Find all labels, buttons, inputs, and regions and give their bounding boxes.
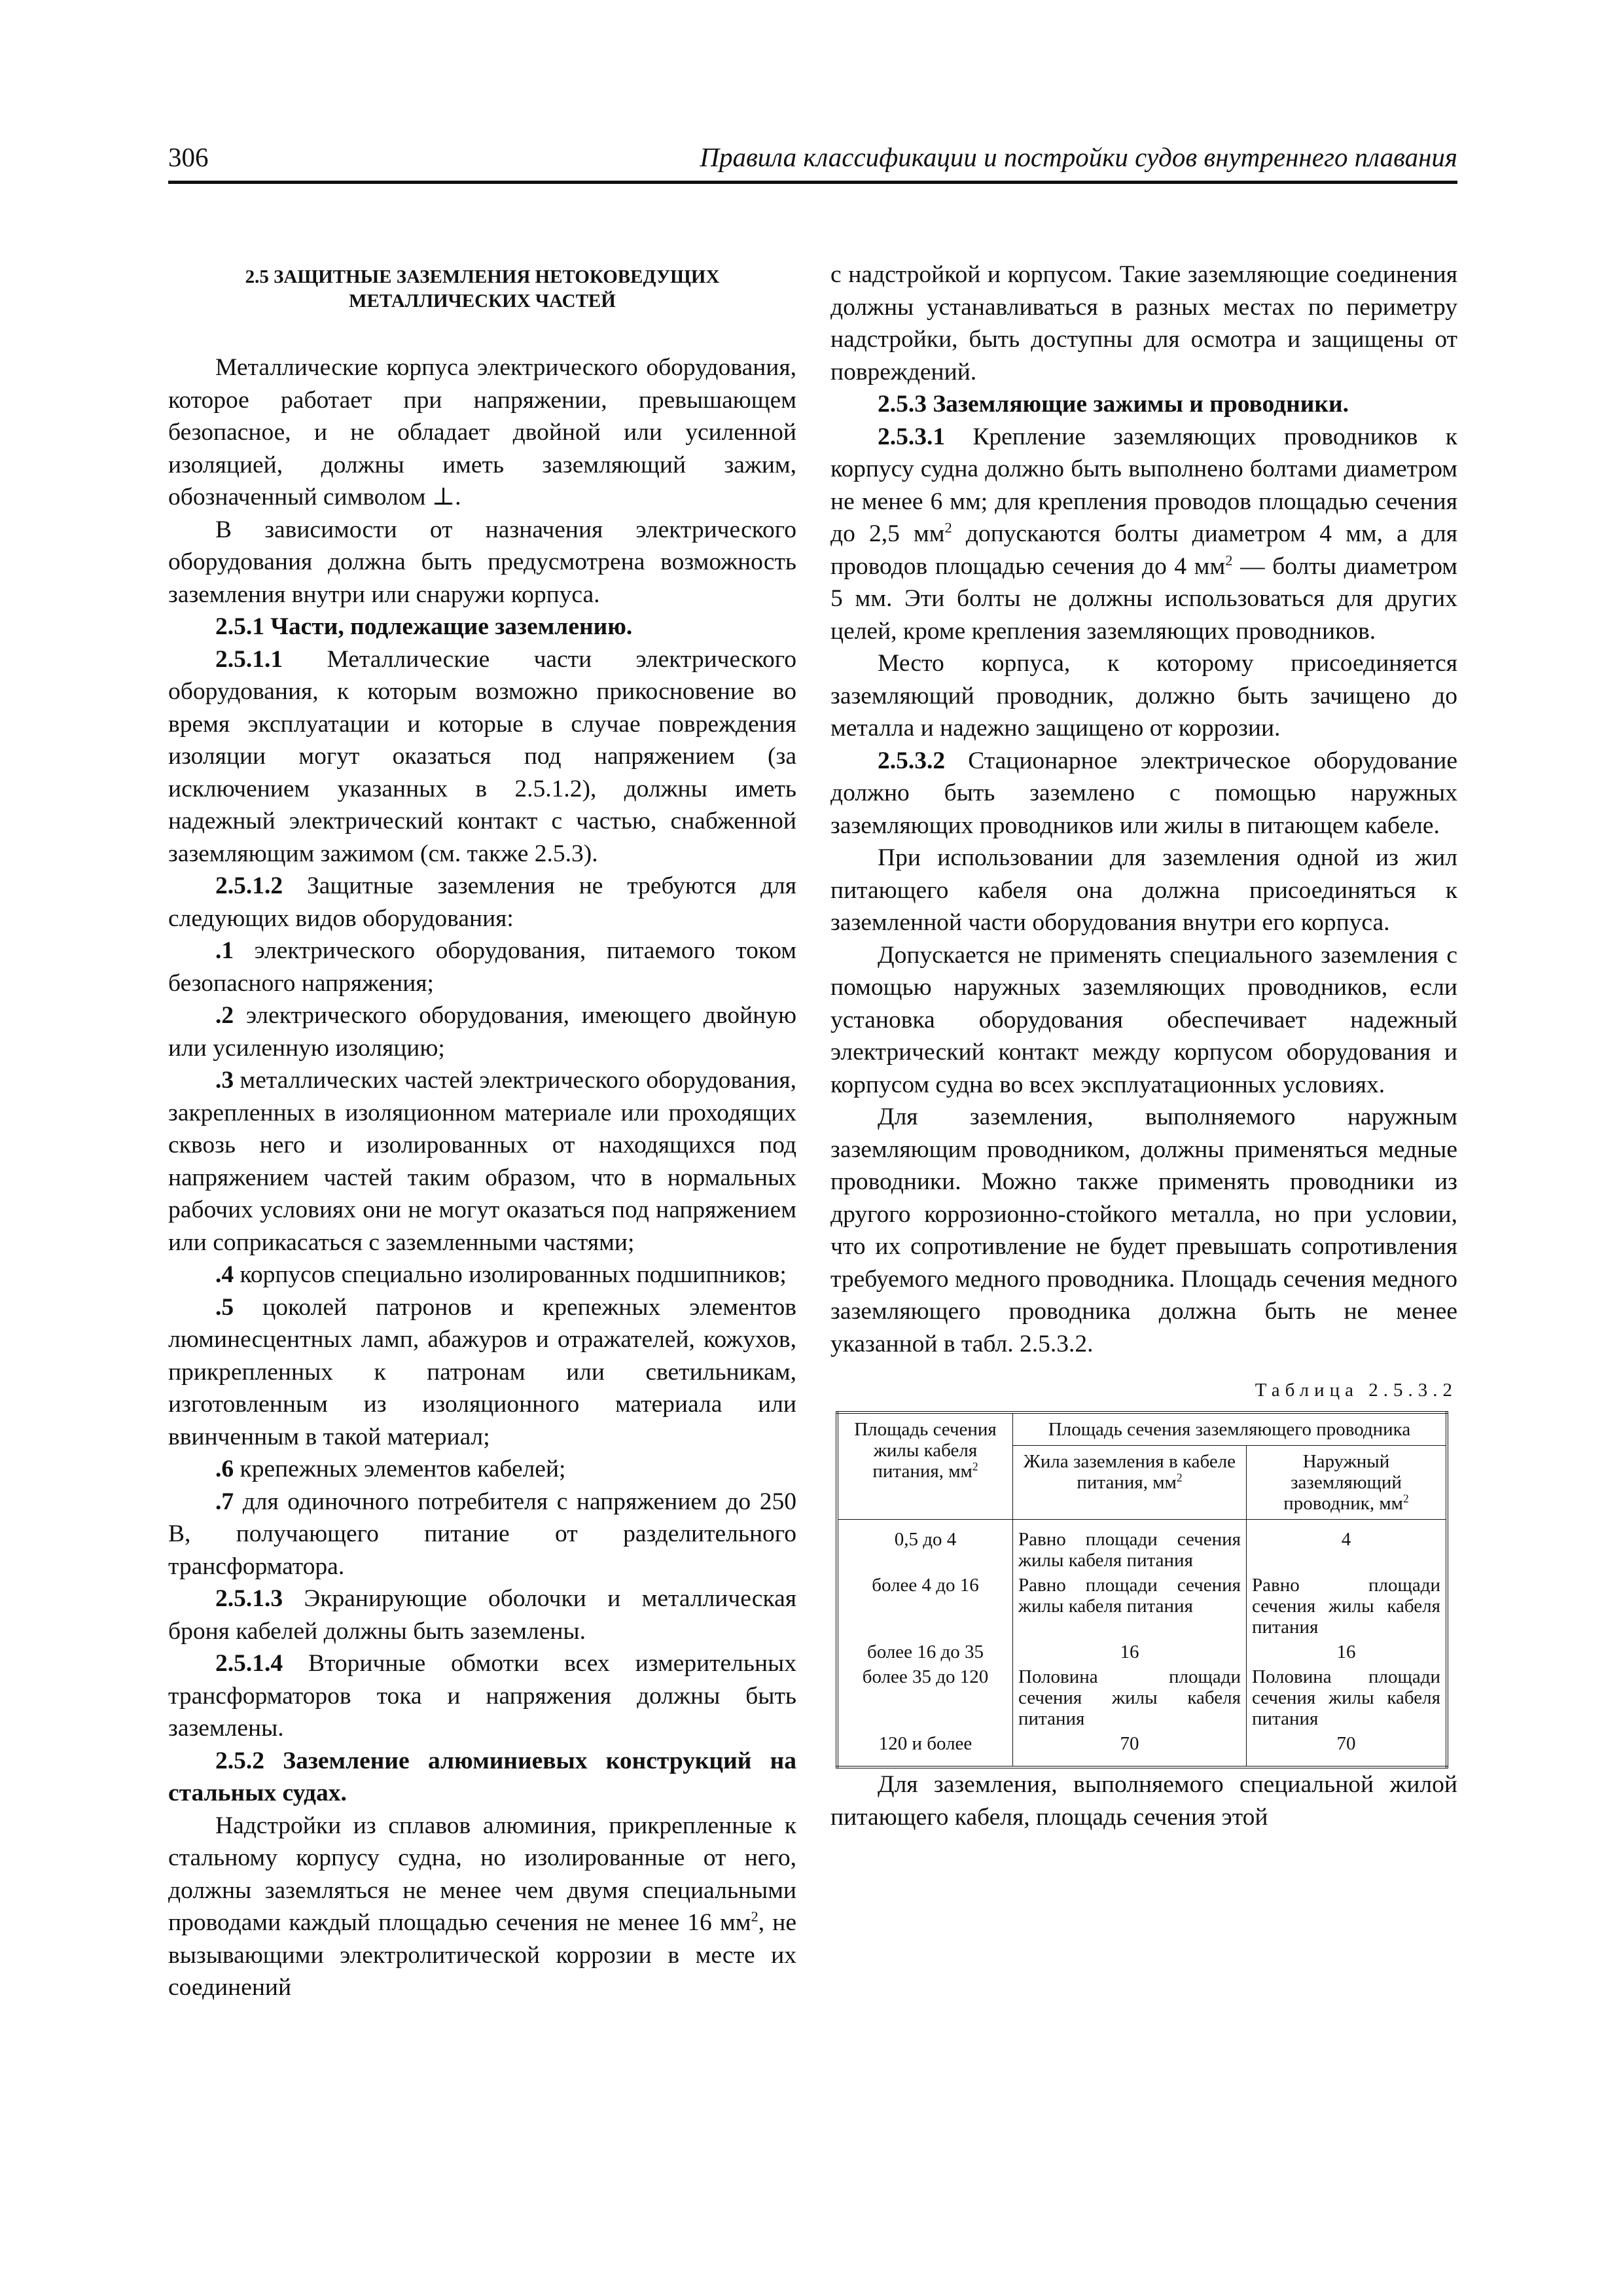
clause-2-5-3-2 xyxy=(830,745,1457,842)
item-number: .2 xyxy=(215,1002,234,1029)
clause-number: 2.5.1.3 xyxy=(215,1585,283,1612)
left-column xyxy=(168,259,796,2004)
paragraph: Надстройки из сплавов алюминия, прикрепленные к стальному корпусу судна, но изолированные от него, должны заземляться не менее чем двумя специальными проводами каждый площадью сечения не менее 16 $мм^2$, не вызывающими электролитической коррозии в месте их соединений xyxy=(168,1812,796,2001)
table-row: 0,5 до 4 Равно площади сечения жилы кабеля питания 4 xyxy=(837,1520,1447,1574)
subsection-heading-2-5-1: 2.5.1 Части, подлежащие заземлению. xyxy=(215,613,633,640)
item-number: .7 xyxy=(215,1488,234,1515)
page-header xyxy=(168,141,1457,184)
clause-text: Вторичные обмотки всех измерительных трансформаторов тока и напряжения должны быть заземлены. xyxy=(168,1650,796,1742)
paragraph: При использовании для заземления одной из жил питающего кабеля она должна присоединяться к заземленной части оборудования внутри его корпуса. xyxy=(830,844,1457,936)
item-number: .1 xyxy=(215,937,234,964)
item-number: .4 xyxy=(215,1261,234,1288)
item-number: .6 xyxy=(215,1456,234,1482)
item-text: электрического оборудования, питаемого током безопасного напряжения; xyxy=(168,937,796,997)
clause-text: Металлические части электрического оборудования, к которым возможно прикосновение во время эксплуатации и которые в случае повреждения изоляции могут оказаться под напряжением (за исключением указанных в 2.5.1.2), должны иметь надежный электрический контакт с частью, снабженной заземляющим зажимом (см. также 2.5.3). xyxy=(168,645,796,867)
item-text: крепежных элементов кабелей; xyxy=(234,1456,566,1482)
list-item xyxy=(168,999,796,1064)
paragraph: В зависимости от назначения электрического оборудования должна быть предусмотрена возможность заземления внутри или снаружи корпуса. xyxy=(168,516,796,608)
table-caption: Таблица 2.5.3.2 xyxy=(1255,1380,1457,1401)
clause-2-5-1-3 xyxy=(168,1583,796,1647)
table-row: 120 и более 70 70 xyxy=(837,1732,1447,1767)
clause-2-5-3-1: 2.5.3.1 Крепление заземляющих проводников к корпусу судна должно быть выполнено болтами диаметром не менее 6 мм; для крепления проводов площадью сечения до 2,5 $мм^2$ допускаются болты диаметром 4 мм, а для проводов площадью сечения до 4 $мм^2$ — болты диаметром 5 мм. Эти болты не должны использоваться для других целей, кроме крепления заземляющих проводников. xyxy=(830,423,1458,645)
list-item xyxy=(168,1486,796,1583)
table-row: более 4 до 16 Равно площади сечения жилы кабеля питания Равно площади сечения жилы кабеля питания xyxy=(837,1573,1447,1640)
section-title: 2.5 ЗАЩИТНЫЕ ЗАЗЕМЛЕНИЯ НЕТОКОВЕДУЩИХ МЕТАЛЛИЧЕСКИХ ЧАСТЕЙ xyxy=(245,266,720,312)
item-number: .3 xyxy=(215,1067,234,1094)
clause-2-5-1-2 xyxy=(168,870,796,935)
clause-2-5-1-1 xyxy=(168,643,796,870)
clause-number: 2.5.1.2 xyxy=(215,872,283,899)
item-text: металлических частей электрического оборудования, закрепленных в изоляционном материале или проходящих сквозь него и изолированных от находящихся под напряжением частей таким образом, что в нормальных рабочих условиях они не могут оказаться под напряжением или соприкасаться с заземленными частями; xyxy=(168,1067,796,1256)
list-item xyxy=(168,1453,796,1486)
table-header-cell: Наружный заземляющий проводник, $мм^2$ xyxy=(1247,1446,1448,1520)
paragraph: Для заземления, выполняемого наружным заземляющим проводником, должны применяться медные проводники. Можно также применять проводники из другого коррозионно-стойкого металла, но при условии, что их сопротивление не будет превышать сопротивления требуемого медного проводника. Площадь сечения медного заземляющего проводника должна быть не менее указанной в табл. 2.5.3.2. xyxy=(830,1103,1457,1357)
clause-text: Защитные заземления не требуются для следующих видов оборудования: xyxy=(168,872,796,932)
item-text: электрического оборудования, имеющего двойную или усиленную изоляцию; xyxy=(168,1002,796,1062)
clause-text: Экранирующие оболочки и металлическая броня кабелей должны быть заземлены. xyxy=(168,1585,796,1645)
item-text: для одиночного потребителя с напряжением до 250 В, получающего питание от разделительного трансформатора. xyxy=(168,1488,796,1580)
clause-number: 2.5.3.1 xyxy=(878,423,946,450)
subsection-heading-2-5-3: 2.5.3 Заземляющие зажимы и проводники. xyxy=(878,391,1349,418)
list-item xyxy=(168,1259,796,1291)
subsection-heading-2-5-2: 2.5.2 Заземление алюминиевых конструкций на стальных судах. xyxy=(168,1747,796,1806)
paragraph: Металлические корпуса электрического оборудования, которое работает при напряжении, превышающем безопасное, и не обладает двойной или усиленной изоляцией, должны иметь заземляющий зажим, обозначенный символом ⊥. xyxy=(168,354,796,511)
paragraph-continued: с надстройкой и корпусом. Такие заземляющие соединения должны устанавливаться в разных местах по периметру надстройки, быть доступны для осмотра и защищены от повреждений. xyxy=(830,261,1457,386)
clause-text: Стационарное электрическое оборудование должно быть заземлено с помощью наружных заземляющих проводников или жилы в питающем кабеле. xyxy=(830,747,1457,839)
table-header-cell: Площадь сечения жилы кабеля питания, $мм^2$ xyxy=(837,1412,1013,1520)
table-row: более 35 до 120 Половина площади сечения жилы кабеля питания Половина площади сечения жилы кабеля питания xyxy=(837,1665,1447,1732)
paragraph: Допускается не применять специального заземления с помощью наружных заземляющих проводников, если установка оборудования обеспечивает надежный электрический контакт между корпусом оборудования и корпусом судна во всех эксплуатационных условиях. xyxy=(830,941,1457,1098)
list-item xyxy=(168,1064,796,1259)
clause-number: 2.5.3.2 xyxy=(878,747,946,774)
page-number: 306 xyxy=(168,142,209,172)
running-title: Правила классификации и постройки судов внутреннего плавания xyxy=(700,142,1457,172)
table-header-group: Площадь сечения заземляющего проводника xyxy=(1013,1412,1448,1446)
grounding-conductor-table xyxy=(836,1411,1448,1768)
paragraph: Место корпуса, к которому присоединяется заземляющий проводник, должно быть зачищено до металла и надежно защищено от коррозии. xyxy=(830,650,1457,742)
item-number: .5 xyxy=(215,1293,234,1321)
item-text: цоколей патронов и крепежных элементов люминесцентных ламп, абажуров и отражателей, кожухов, прикрепленных к патронам или светильникам, изготовленным из изоляционного материала или ввинченным в такой материал; xyxy=(168,1293,796,1450)
table-header-cell: Жила заземления в кабеле питания, $мм^2$ xyxy=(1013,1446,1247,1520)
list-item xyxy=(168,1291,796,1454)
right-column xyxy=(830,259,1457,1833)
paragraph: Для заземления, выполняемого специальной жилой питающего кабеля, площадь сечения этой xyxy=(830,1771,1457,1831)
table-row: более 16 до 35 16 16 xyxy=(837,1640,1447,1665)
list-item xyxy=(168,935,796,999)
clause-2-5-1-4 xyxy=(168,1647,796,1745)
clause-number: 2.5.1.1 xyxy=(215,645,283,673)
item-text: корпусов специально изолированных подшипников; xyxy=(234,1261,787,1288)
clause-number: 2.5.1.4 xyxy=(215,1650,283,1677)
